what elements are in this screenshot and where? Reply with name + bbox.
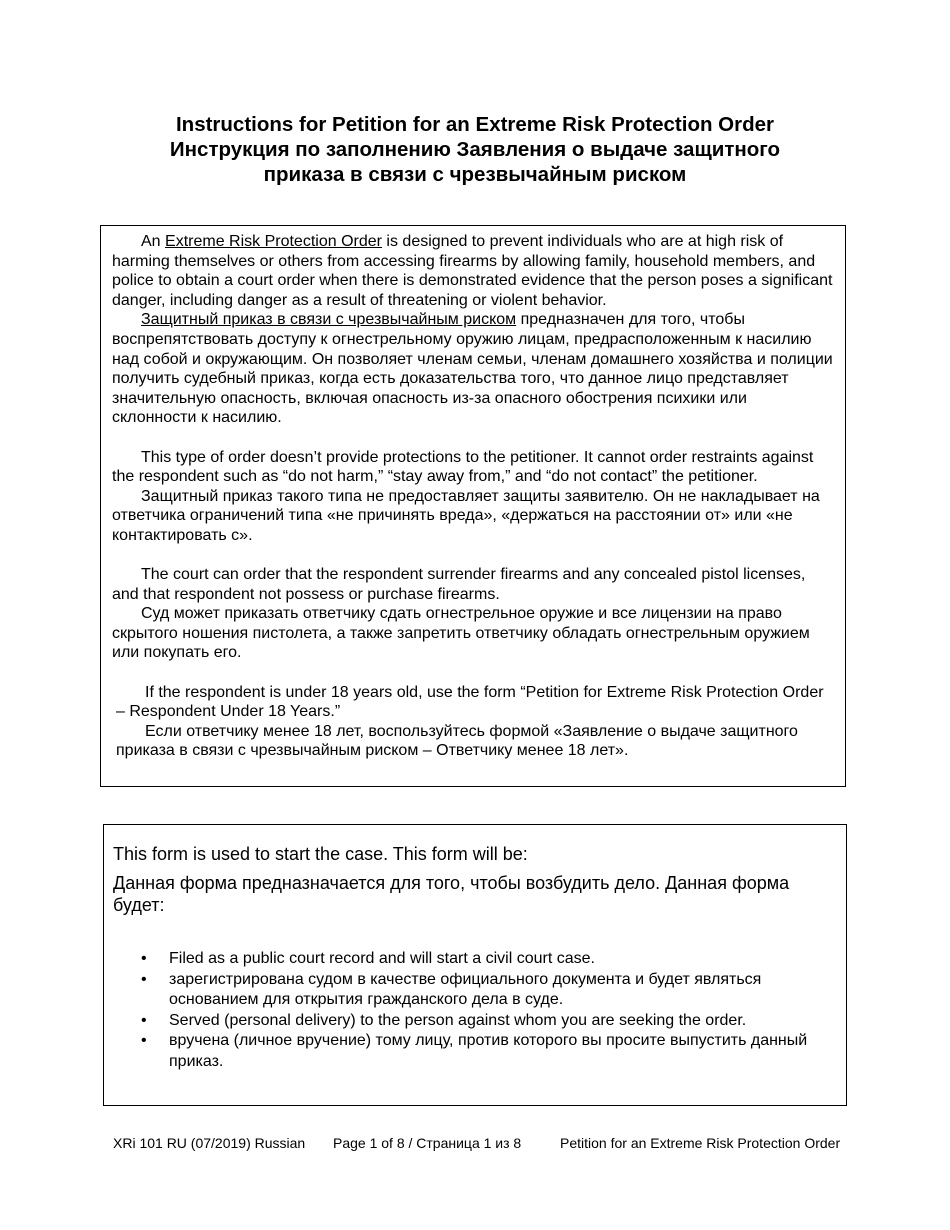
bullet-icon: • [141,950,147,967]
spacer [112,428,835,448]
footer-form-title: Petition for an Extreme Risk Protection Order [560,1135,841,1151]
intro-paragraph-en [112,232,835,310]
list-item [113,970,836,1011]
form-usage-box [103,824,847,1106]
spacer [112,546,835,566]
list-item-text: вручена (личное вручение) тому лицу, против которого вы просите выпустить данный приказ. [169,1032,808,1070]
title-line-english: Instructions for Petition for an Extreme Risk Protection Order [175,113,775,136]
list-item-text: Served (personal delivery) to the person against whom you are seeking the order. [169,1011,747,1029]
list-item-text: зарегистрирована судом в качестве официального документа и будет являться основанием для открытия гражданского дела в суде. [169,970,762,1008]
intro-text: предназначен для того, чтобы воспрепятствовать доступу к огнестрельному оружию лицам, предрасположенным к насилию над собой и окружающим. Он позволяет членам семьи, членам домашнего хозяйства и полиции получить судебный приказ, когда есть доказательства того, что данное лицо представляет значительную опасность, включая опасность из-за опасного обострения психики или склонности к насилию. [112,311,833,427]
bullet-icon: • [141,1011,147,1029]
bullet-icon: • [141,970,147,988]
under-18-paragraph-ru: Если ответчику менее 18 лет, воспользуйтесь формой «Заявление о выдаче защитного приказа в связи с чрезвычайным риском – Ответчику менее 18 лет». [116,722,798,760]
intro-paragraph-ru [112,310,835,428]
spacer [112,663,835,683]
erpo-term-ru: Защитный приказ в связи с чрезвычайным риском [141,311,517,329]
title-line-russian-1: Инструкция по заполнению Заявления о выдаче защитного [169,138,781,161]
page-title [100,112,850,187]
form-usage-list [113,949,836,1072]
list-item-text: Filed as a public court record and will start a civil court case. [169,950,595,967]
under-18-paragraph-en: If the respondent is under 18 years old, use the form “Petition for Extreme Risk Protection Order – Respondent Under 18 Years.” [116,683,824,721]
protections-paragraph-ru: Защитный приказ такого типа не предоставляет защиты заявителю. Он не накладывает на ответчика ограничений типа «не причинять вреда», «держаться на расстоянии от» или «не контактировать с». [112,487,820,544]
list-item [113,1011,836,1032]
bullet-icon: • [141,1032,147,1049]
footer-form-id: XRi 101 RU (07/2019) Russian [113,1135,306,1151]
form-usage-lead-en: This form is used to start the case. This form will be: [113,844,528,864]
protections-paragraph-en: This type of order doesn’t provide protections to the petitioner. It cannot order restraints against the respondent such as “do not harm,” “stay away from,” and “do not contact” the petitioner. [112,448,814,486]
intro-text: is designed to prevent individuals who are at high risk of harming themselves or others from accessing firearms by allowing family, household members, and police to obtain a court order when there is demonstrated evidence that the person poses a significant danger, including danger as a result of threatening or violent behavior. [112,233,833,309]
firearms-paragraph-ru: Суд может приказать ответчику сдать огнестрельное оружие и все лицензии на право скрытого ношения пистолета, а также запретить ответчику обладать огнестрельным оружием или покупать его. [112,605,810,662]
title-line-russian-2: приказа в связи с чрезвычайным риском [263,163,687,186]
erpo-term-en: Extreme Risk Protection Order [165,233,382,250]
intro-text: An [141,233,166,250]
intro-instructions-box [100,225,846,787]
form-usage-lead-ru: Данная форма предназначается для того, чтобы возбудить дело. Данная форма будет: [113,873,790,915]
footer-page-number: Page 1 of 8 / Страница 1 из 8 [333,1135,522,1151]
list-item [113,1031,836,1072]
firearms-paragraph-en: The court can order that the respondent surrender firearms and any concealed pistol licenses, and that respondent not possess or purchase firearms. [112,566,806,603]
list-item [113,949,836,970]
